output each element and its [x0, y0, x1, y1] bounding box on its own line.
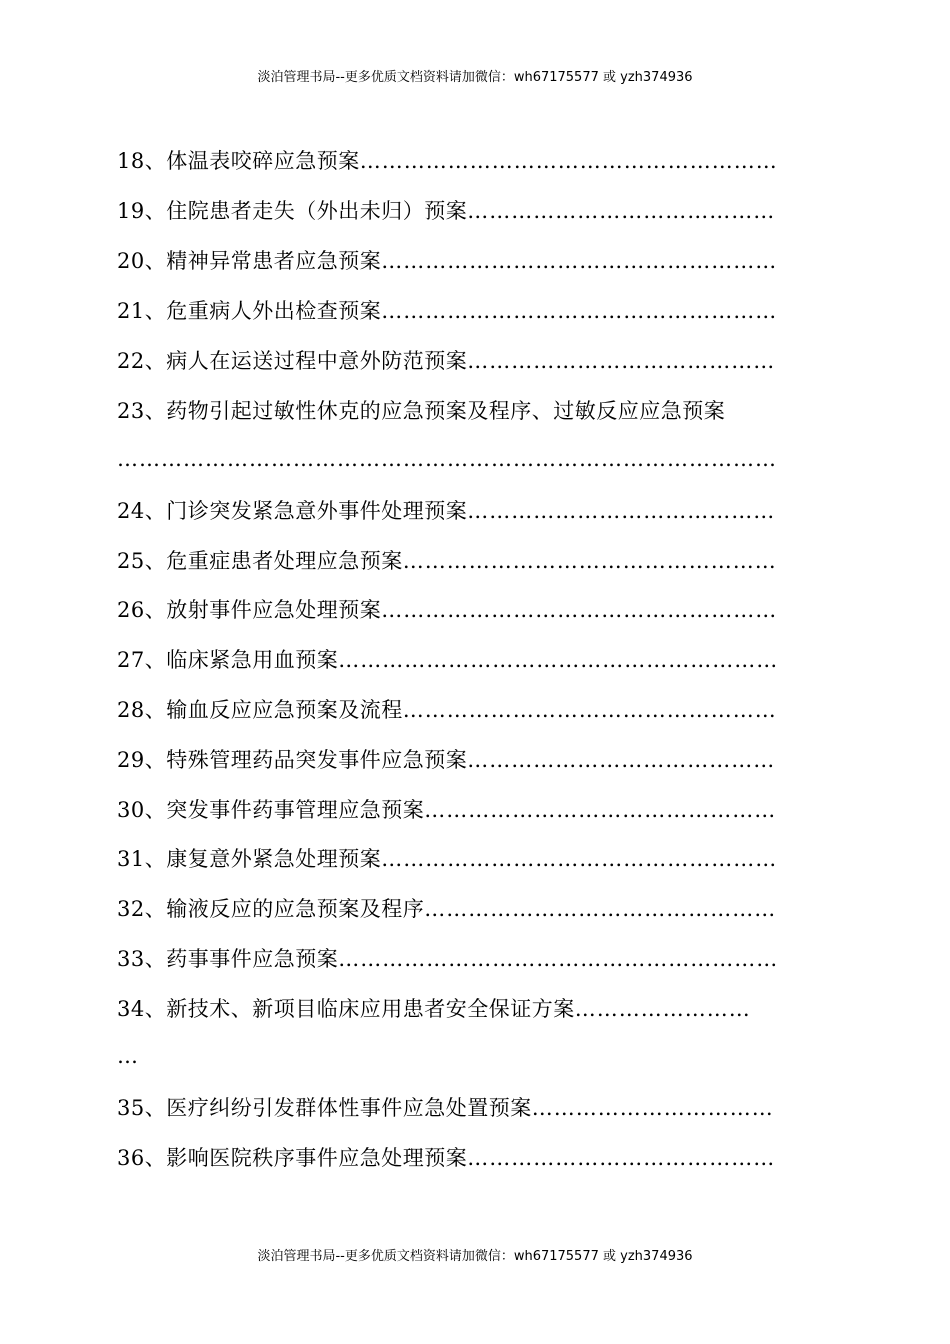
toc-entry-31 — [117, 846, 829, 872]
toc-entry-label: 34、新技术、新项目临床应用患者安全保证方案 — [117, 997, 575, 1021]
toc-entry-label: 21、危重病人外出检查预案 — [117, 299, 382, 323]
toc-leader-dots: ……………………………………………………………………………… — [117, 447, 777, 471]
toc-leader-dots: ………………………………………… — [424, 897, 777, 921]
toc-entry-label: 25、危重症患者处理应急预案 — [117, 549, 403, 573]
toc-leader-dots: …………………………………………………… — [338, 947, 779, 971]
toc-leader-dots: ……………………………………………… — [381, 249, 778, 273]
toc-entry-label: 33、药事事件应急预案 — [117, 947, 339, 971]
toc-leader-dots: …………………………………… — [467, 349, 776, 373]
toc-entry-label: 31、康复意外紧急处理预案 — [117, 847, 382, 871]
toc-leader-dots: … — [117, 1044, 139, 1068]
page-footer: 淡泊管理书局--更多优质文档资料请加微信：wh67175577 或 yzh374936 — [257, 1249, 693, 1264]
toc-entry-19 — [117, 198, 829, 224]
toc-entry-25 — [117, 548, 829, 574]
toc-entry-label: 36、影响医院秩序事件应急处理预案 — [117, 1146, 468, 1170]
toc-entry-label: 23、药物引起过敏性休克的应急预案及程序、过敏反应应急预案 — [117, 399, 726, 423]
toc-entry-label: 24、门诊突发紧急意外事件处理预案 — [117, 499, 468, 523]
toc-leader-dots: …………………………………… — [467, 499, 776, 523]
toc-entry-label: 22、病人在运送过程中意外防范预案 — [117, 349, 468, 373]
toc-leader-dots: ……………………………………………… — [381, 299, 778, 323]
toc-entry-label: 29、特殊管理药品突发事件应急预案 — [117, 748, 468, 772]
toc-leader-dots: …………………………………… — [467, 748, 776, 772]
toc-entry-label: 18、体温表咬碎应急预案 — [117, 149, 360, 173]
toc-leader-dots: …………………………………………………… — [338, 648, 779, 672]
toc-leader-dots: ……………………………………………… — [381, 598, 778, 622]
toc-entry-30 — [117, 797, 829, 823]
toc-leader-dots: …………………………………………… — [402, 698, 777, 722]
toc-entry-20 — [117, 248, 829, 274]
toc-leader-dots: …………………… — [574, 997, 751, 1021]
toc-entry-36 — [117, 1145, 829, 1171]
toc-leader-dots: …………………………………… — [467, 199, 776, 223]
toc-entry-23 — [117, 398, 837, 424]
toc-leader-dots: ………………………………………………… — [359, 149, 778, 173]
toc-entry-label: 27、临床紧急用血预案 — [117, 648, 339, 672]
toc-entry-label: 30、突发事件药事管理应急预案 — [117, 798, 425, 822]
toc-entry-label: 20、精神异常患者应急预案 — [117, 249, 382, 273]
toc-entry-label: 28、输血反应应急预案及流程 — [117, 698, 403, 722]
toc-entry-label: 19、住院患者走失（外出未归）预案 — [117, 199, 468, 223]
toc-entry-34 — [117, 996, 837, 1022]
toc-entry-21 — [117, 298, 829, 324]
toc-entry-26 — [117, 597, 829, 623]
toc-entry-28 — [117, 697, 829, 723]
toc-leader-dots: ……………………………………………… — [381, 847, 778, 871]
toc-entry-label: 32、输液反应的应急预案及程序 — [117, 897, 425, 921]
toc-leader-dots: …………………………… — [531, 1096, 774, 1120]
toc-entry-label: 35、医疗纠纷引发群体性事件应急处置预案 — [117, 1096, 532, 1120]
toc-entry-33 — [117, 946, 829, 972]
toc-entry-18 — [117, 148, 829, 174]
toc-entry-35 — [117, 1095, 829, 1121]
toc-entry-27 — [117, 647, 829, 673]
toc-leader-dots: …………………………………… — [467, 1146, 776, 1170]
toc-entry-29 — [117, 747, 829, 773]
toc-entry-label: 26、放射事件应急处理预案 — [117, 598, 382, 622]
toc-entry-32 — [117, 896, 829, 922]
toc-leader-dots: …………………………………………… — [402, 549, 777, 573]
toc-entry-22 — [117, 348, 829, 374]
toc-leader-dots: ………………………………………… — [424, 798, 777, 822]
page-header: 淡泊管理书局--更多优质文档资料请加微信：wh67175577 或 yzh374936 — [257, 70, 693, 85]
toc-entry-24 — [117, 498, 829, 524]
